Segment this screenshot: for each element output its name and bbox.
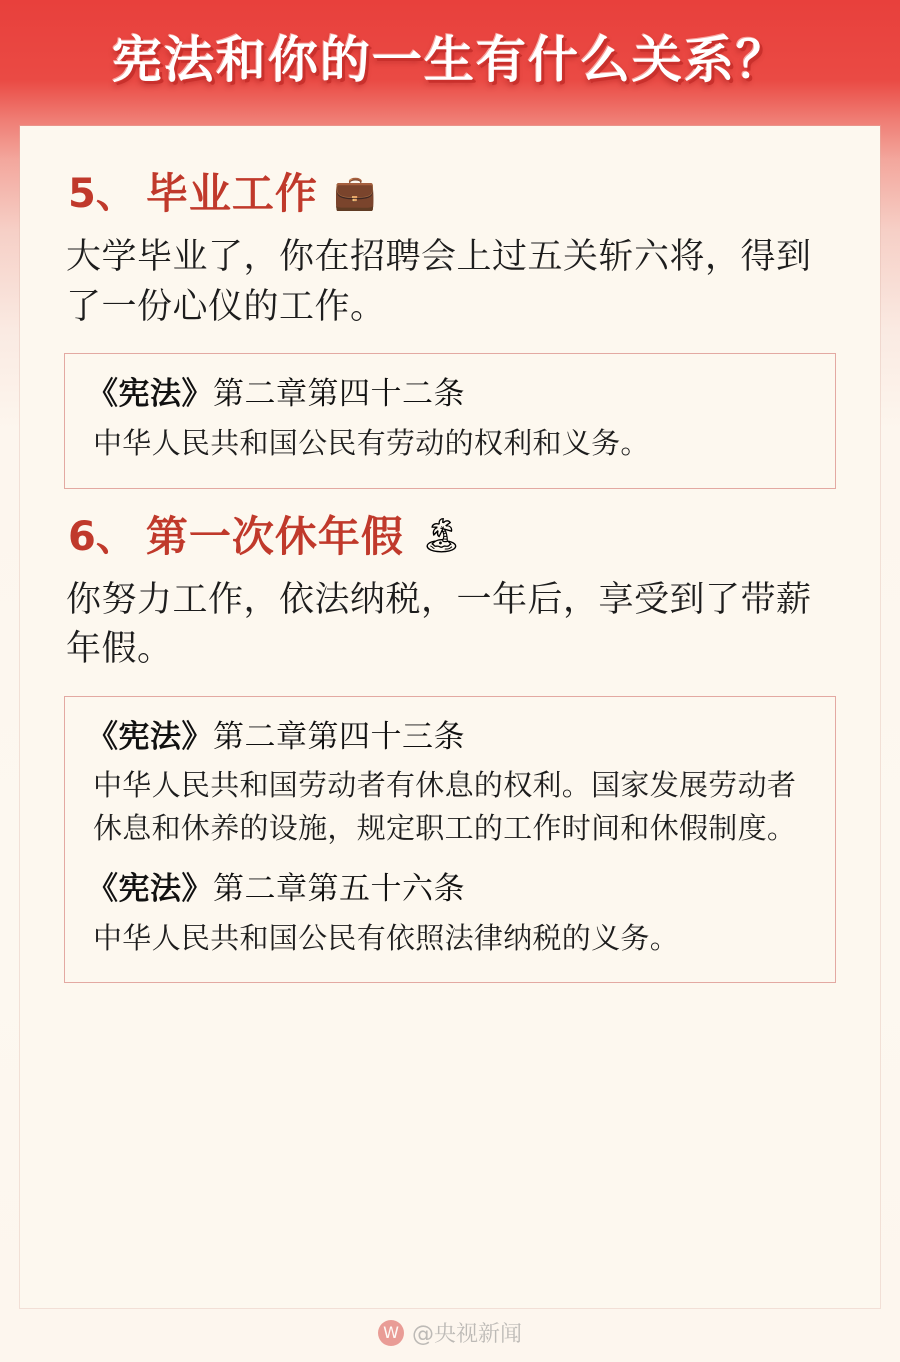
- section-6: [64, 511, 836, 984]
- clause: [87, 717, 813, 851]
- section-5-title: 毕业工作: [145, 169, 318, 218]
- section-6-title: 第一次休年假: [145, 511, 404, 561]
- weibo-icon: W: [378, 1320, 404, 1346]
- clause-source: 《宪法》: [87, 871, 213, 907]
- section-6-number: 6、: [68, 513, 136, 560]
- clause-title: [87, 869, 813, 909]
- clause: [87, 869, 813, 960]
- clause: [87, 374, 813, 465]
- clause-text: 中华人民共和国劳动者有休息的权利。国家发展劳动者休息和休养的设施，规定职工的工作时间和休假制度。: [93, 770, 797, 846]
- clause-source: 《宪法》: [87, 719, 213, 755]
- clause-source: 《宪法》: [87, 376, 213, 412]
- section-5: [64, 169, 836, 489]
- clause-article: 第二章第四十二条: [213, 376, 465, 412]
- briefcase-icon: 💼: [333, 175, 377, 213]
- page-title: 宪法和你的一生有什么关系？: [112, 31, 788, 89]
- section-5-heading: [68, 169, 836, 218]
- section-6-body: 你努力工作，依法纳税，一年后，享受到了带薪年假。: [66, 579, 812, 669]
- clause-article: 第二章第五十六条: [213, 871, 465, 907]
- section-5-number: 5、: [68, 171, 136, 218]
- clause-article: 第二章第四十三条: [213, 719, 465, 755]
- section-6-quote-box: [64, 696, 836, 983]
- content-card: [20, 126, 880, 1308]
- clause-title: [87, 374, 813, 414]
- palm-island-icon: 🏝: [419, 517, 464, 555]
- clause-title: [87, 717, 813, 757]
- section-6-heading: [68, 511, 836, 561]
- poster-header: [0, 0, 900, 112]
- footer-account-name: @央视新闻: [411, 1322, 522, 1347]
- section-5-quote-box: [64, 353, 836, 488]
- clause-text: 中华人民共和国公民有劳动的权利和义务。: [93, 427, 650, 460]
- clause-text: 中华人民共和国公民有依照法律纳税的义务。: [93, 922, 680, 955]
- footer-watermark: [0, 1317, 900, 1348]
- section-5-body: 大学毕业了，你在招聘会上过五关斩六将，得到了一份心仪的工作。: [66, 237, 812, 326]
